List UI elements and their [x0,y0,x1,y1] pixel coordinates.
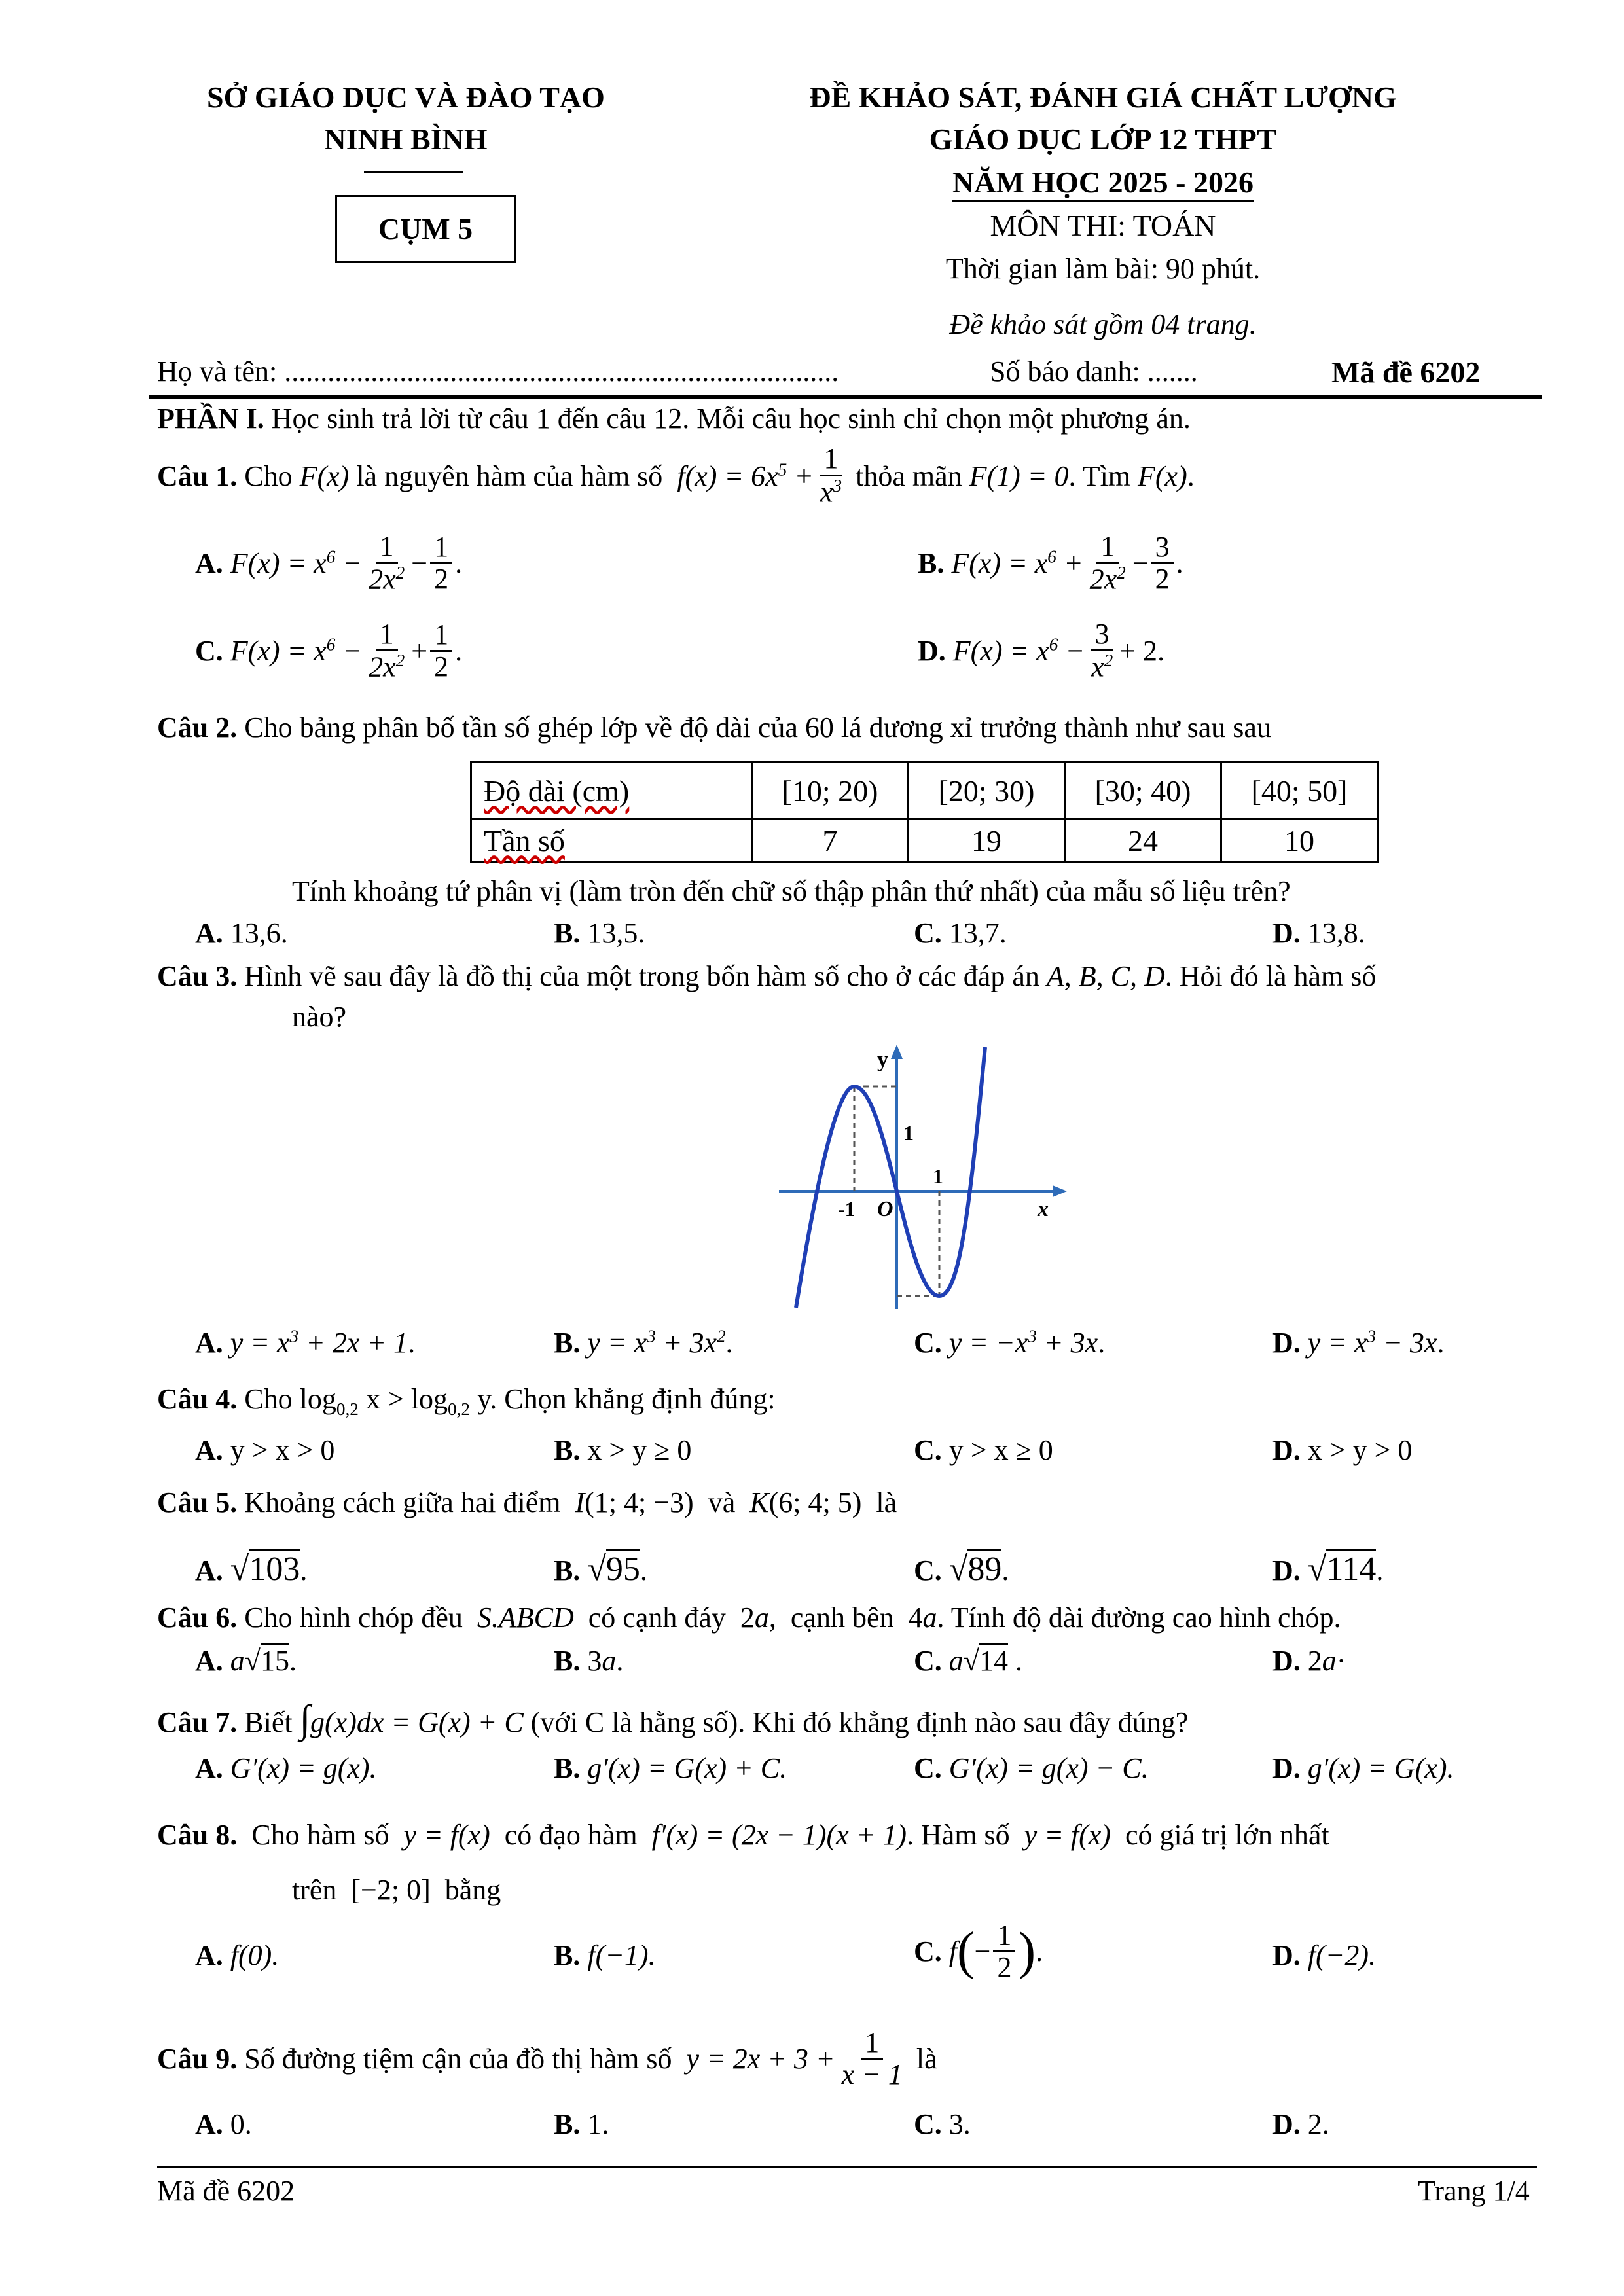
option-letter: A. [195,1752,223,1784]
option-letter: B. [554,2108,581,2140]
q8-text-2: trên [−2; 0] bằng [292,1874,501,1906]
table-cell: [40; 50] [1221,762,1378,819]
q4-option-d[interactable]: D. x > y > 0 [1272,1434,1413,1466]
option-letter: A. [195,1554,223,1587]
q5-option-d[interactable]: D. √114. [1272,1550,1383,1588]
option-letter: B. [554,917,581,949]
option-letter: C. [914,1752,942,1784]
option-letter: C. [914,1327,942,1359]
q4-text: . Chọn khẳng định đúng: [490,1383,776,1415]
q6-option-b[interactable]: B. 3a. [554,1645,624,1677]
q1-fraction: $\frac{1}{x^3}$ [820,442,842,509]
part1-text: Học sinh trả lời từ câu 1 đến câu 12. Mỗi câu học sinh chỉ chọn một phương án. [271,403,1191,435]
option-letter: D. [1272,917,1301,949]
q7-option-b[interactable]: B. g′(x) = G(x) + C. [554,1752,787,1784]
option-letter: D. [1272,1434,1301,1466]
q9-option-a[interactable] [195,2108,252,2141]
option-letter: C. [914,1554,942,1587]
q3-option-c[interactable]: C. $y = -x^3 + 3x$. [914,1326,1106,1359]
q6-label: Câu 6. [157,1602,238,1634]
q1-math-find: F(x) [1138,459,1187,492]
footer-exam-code: Mã đề 6202 [157,2175,295,2207]
exam-code: Mã đề 6202 [1331,355,1481,389]
option-letter: C. [914,1645,942,1677]
table-cell: 7 [752,819,909,862]
q9-option-d[interactable] [1272,2108,1329,2141]
q1-math-f: $f(x) = 6x^5$ + [677,459,814,492]
option-letter: D. [1272,1327,1301,1359]
option-text: 0. [230,2108,252,2140]
option-text: 13,5. [587,917,645,949]
y-axis-arrow-icon [891,1045,903,1059]
q2-text: Cho bảng phân bố tần số ghép lớp về độ dài của 60 lá dương xỉ trưởng thành như sau sau [244,711,1271,744]
function-graph [779,1041,1067,1316]
q1-option-b[interactable]: B. $F(x) = x^6$ + $\frac{1}{2x^2}$ − $\frac{3}{2}$ . [918,530,1183,596]
q4-option-a[interactable]: A. y > x > 0 [195,1434,335,1466]
option-text: 13,7. [948,917,1007,949]
q2-option-d[interactable] [1272,916,1365,950]
q3-label: Câu 3. [157,960,238,992]
tick-label: 1 [903,1121,914,1145]
q5-option-c[interactable]: C. √89. [914,1550,1009,1588]
q8-option-a[interactable]: A. f(0). [195,1939,280,1971]
cluster-box: CỤM 5 [335,195,516,263]
q9-option-c[interactable] [914,2108,971,2141]
q5-label: Câu 5. [157,1486,238,1518]
option-letter: A. [195,917,223,949]
q1-option-a[interactable]: A. $F(x) = x^6$ − $\frac{1}{2x^2}$ − $\frac{1}{2}$ . [195,530,463,596]
q3-text: Hình vẽ sau đây là đồ thị của một trong bốn hàm số cho ở các đáp án [244,960,1039,992]
option-letter: D. [918,635,946,668]
option-letter: B. [918,547,945,580]
q8-text: có giá trị lớn nhất [1125,1819,1329,1851]
q8-text: có đạo hàm [504,1819,638,1851]
province-name: NINH BÌNH [324,122,488,156]
option-letter: D. [1272,1752,1301,1784]
part1-title: PHẦN I. [157,403,264,435]
table-row [471,762,1378,819]
option-letter: D. [1272,1554,1301,1587]
option-letter: C. [914,1935,942,1968]
q5-text: và [708,1486,736,1518]
question-7: Câu 7. Biết ∫g(x)dx = G(x) + C (với C là hằng số). Khi đó khẳng định nào sau đây đúng? [157,1697,1189,1740]
tick-label: 1 [933,1164,943,1188]
option-letter: B. [554,1327,581,1359]
option-text: 2. [1307,2108,1329,2140]
exam-duration: Thời gian làm bài: 90 phút. [945,253,1261,285]
tick-label: -1 [838,1197,856,1221]
option-letter: B. [554,1434,581,1466]
option-letter: B. [554,1752,581,1784]
x-label: x [1038,1197,1049,1221]
option-letter: A. [195,1645,223,1677]
q4-text: Cho [244,1383,293,1415]
page-number: Trang 1/4 [1418,2175,1530,2207]
row-label: Tần số [484,823,565,857]
option-letter: C. [914,1434,942,1466]
q4-option-c[interactable]: C. y > x ≥ 0 [914,1434,1053,1466]
option-text: 13,6. [230,917,288,949]
school-year [713,165,1492,200]
q6-text: có cạnh đáy [588,1602,726,1634]
q7-option-d[interactable]: D. g′(x) = G(x). [1272,1752,1454,1784]
q9-text: là [916,2043,937,2075]
table-row [471,819,1378,862]
q1-math-F: F(x) [299,459,350,492]
q6-text: cạnh bên [790,1602,894,1634]
header-divider [364,171,463,173]
q5-text: là [876,1486,897,1518]
option-letter: D. [1272,2108,1301,2140]
y-label: y [877,1048,888,1072]
q9-option-b[interactable] [554,2108,609,2141]
option-letter: C. [195,635,223,668]
q8-text: Cho hàm số [251,1819,389,1851]
q1-text: Cho [244,459,293,492]
row-label: Độ dài (cm) [484,774,630,808]
q3-vars: A, B, C, D [1046,960,1165,992]
table-cell: 19 [909,819,1065,862]
table-header-length [471,762,752,819]
frequency-table [470,761,1379,863]
q2-option-c[interactable] [914,916,1007,950]
option-letter: B. [554,1939,581,1971]
part1-instruction [157,402,1191,435]
q6-option-a[interactable]: A. a√15. [195,1644,297,1677]
q6-text: Cho hình chóp đều [244,1602,463,1634]
origin-label: O [877,1197,893,1221]
q6-text: Tính độ dài đường cao hình chóp. [950,1602,1341,1634]
option-text: 3. [948,2108,971,2140]
option-letter: A. [195,1939,223,1971]
option-letter: A. [195,1434,223,1466]
question-5: Câu 5. Khoảng cách giữa hai điểm I(1; 4; −3) và K(6; 4; 5) là [157,1486,897,1518]
q4-option-b[interactable]: B. x > y ≥ 0 [554,1434,692,1466]
q2-option-b[interactable] [554,916,645,950]
q6-option-d[interactable]: D. 2a· [1272,1645,1346,1677]
q7-label: Câu 7. [157,1706,238,1738]
table-header-frequency [471,819,752,862]
q3-option-b[interactable]: B. $y = x^3 + 3x^2$. [554,1326,733,1359]
q2-label: Câu 2. [157,711,238,744]
option-letter: A. [195,1327,223,1359]
option-letter: C. [914,917,942,949]
q3-text: . Hỏi đó là hàm số [1164,960,1377,992]
q5-option-b[interactable]: B. √95. [554,1550,647,1588]
table-cell: 24 [1065,819,1221,862]
q7-option-c[interactable]: C. G′(x) = g(x) − C. [914,1752,1149,1784]
q4-label: Câu 4. [157,1383,238,1415]
q8-label: Câu 8. [157,1819,238,1851]
school-year-text: NĂM HỌC 2025 - 2026 [952,166,1254,202]
q7-text: (với C là hằng số). Khi đó khẳng định nào sau đây đúng? [530,1706,1189,1738]
q8-option-c[interactable]: C. f ( − $\frac{1}{2}$ ) . [914,1919,1043,1984]
q7-text: Biết [244,1706,293,1738]
option-text: 1. [587,2108,609,2140]
q3-text-2: nào? [292,1001,347,1033]
exam-grade: GIÁO DỤC LỚP 12 THPT [929,122,1277,156]
q8-text: . Hàm số [907,1819,1010,1851]
q5-option-a[interactable]: A. √103. [195,1550,307,1588]
q8-text: bằng [444,1874,501,1906]
option-letter: B. [554,1645,581,1677]
q2-option-a[interactable] [195,916,288,950]
question-3 [157,960,1376,993]
q1-text: thỏa mãn [856,459,962,492]
student-name-field[interactable]: Họ và tên: ............................................................................. [157,355,839,387]
q1-option-c[interactable]: C. $F(x) = x^6$ − $\frac{1}{2x^2}$ + $\frac{1}{2}$ . [195,618,463,683]
option-letter: A. [195,2108,223,2140]
question-2 [157,711,1271,744]
q1-text: là nguyên hàm của hàm số [356,459,663,492]
q7-option-a[interactable]: A. G′(x) = g(x). [195,1752,377,1784]
student-id-field[interactable]: Số báo danh: ....... [990,355,1198,387]
option-text: 13,8. [1307,917,1365,949]
q8-option-b[interactable]: B. f(−1). [554,1939,656,1971]
q9-text: Số đường tiệm cận của đồ thị hàm số [244,2043,672,2075]
question-8: Câu 8. Cho hàm số y = f(x) có đạo hàm f′(x) = (2x − 1)(x + 1). Hàm số y = f(x) có giá trị lớn nhất [157,1819,1329,1851]
question-1: Câu 1. Cho F(x) là nguyên hàm của hàm số $f(x) = 6x^5$ + $\frac{1}{x^3}$ thỏa mãn F(1) = 0 . Tìm F(x) . [157,442,1195,509]
q3-option-a[interactable]: A. $y = x^3 + 2x + 1$. [195,1326,416,1359]
table-cell: [10; 20) [752,762,909,819]
table-cell: 10 [1221,819,1378,862]
table-cell: [30; 40) [1065,762,1221,819]
subject: MÔN THI: TOÁN [990,209,1216,242]
pages-note: Đề khảo sát gồm 04 trang. [949,308,1257,340]
exam-title: ĐỀ KHẢO SÁT, ĐÁNH GIÁ CHẤT LƯỢNG [809,81,1397,114]
question-6: Câu 6. Cho hình chóp đều S.ABCD có cạnh đáy 2a, cạnh bên 4a. Tính độ dài đường cao hình chóp. [157,1602,1341,1634]
q2-question: Tính khoảng tứ phân vị (làm tròn đến chữ số thập phân thứ nhất) của mẫu số liệu trên? [292,875,1291,907]
option-letter: D. [1272,1645,1301,1677]
question-9: Câu 9. Số đường tiệm cận của đồ thị hàm số y = 2x + 3 + $\frac{1}{x - 1}$ là [157,2026,937,2091]
option-letter: A. [195,547,223,580]
curve [796,1047,985,1308]
q1-label: Câu 1. [157,459,238,492]
question-4: Câu 4. Cho $\log_{0,2} x > \log_{0,2} y$. Chọn khẳng định đúng: [157,1383,776,1419]
q1-math-cond: F(1) = 0 [969,459,1069,492]
q3-option-d[interactable]: D. $y = x^3 - 3x$. [1272,1326,1445,1359]
department-name: SỞ GIÁO DỤC VÀ ĐÀO TẠO [207,81,605,114]
q1-option-d[interactable]: D. $F(x) = x^6$ − $\frac{3}{x^2}$ + 2 . [918,618,1165,683]
header-rule [149,395,1542,399]
q5-text: Khoảng cách giữa hai điểm [244,1486,561,1518]
q1-text: . Tìm [1068,459,1131,492]
table-cell: [20; 30) [909,762,1065,819]
option-letter: D. [1272,1939,1301,1971]
q9-label: Câu 9. [157,2043,238,2075]
option-letter: B. [554,1554,581,1587]
footer-rule [157,2166,1537,2168]
q8-text: trên [292,1874,337,1906]
q6-option-c[interactable]: C. a√14 . [914,1644,1022,1677]
option-letter: C. [914,2108,942,2140]
x-axis-arrow-icon [1053,1185,1067,1197]
q8-option-d[interactable]: D. f(−2). [1272,1939,1377,1971]
